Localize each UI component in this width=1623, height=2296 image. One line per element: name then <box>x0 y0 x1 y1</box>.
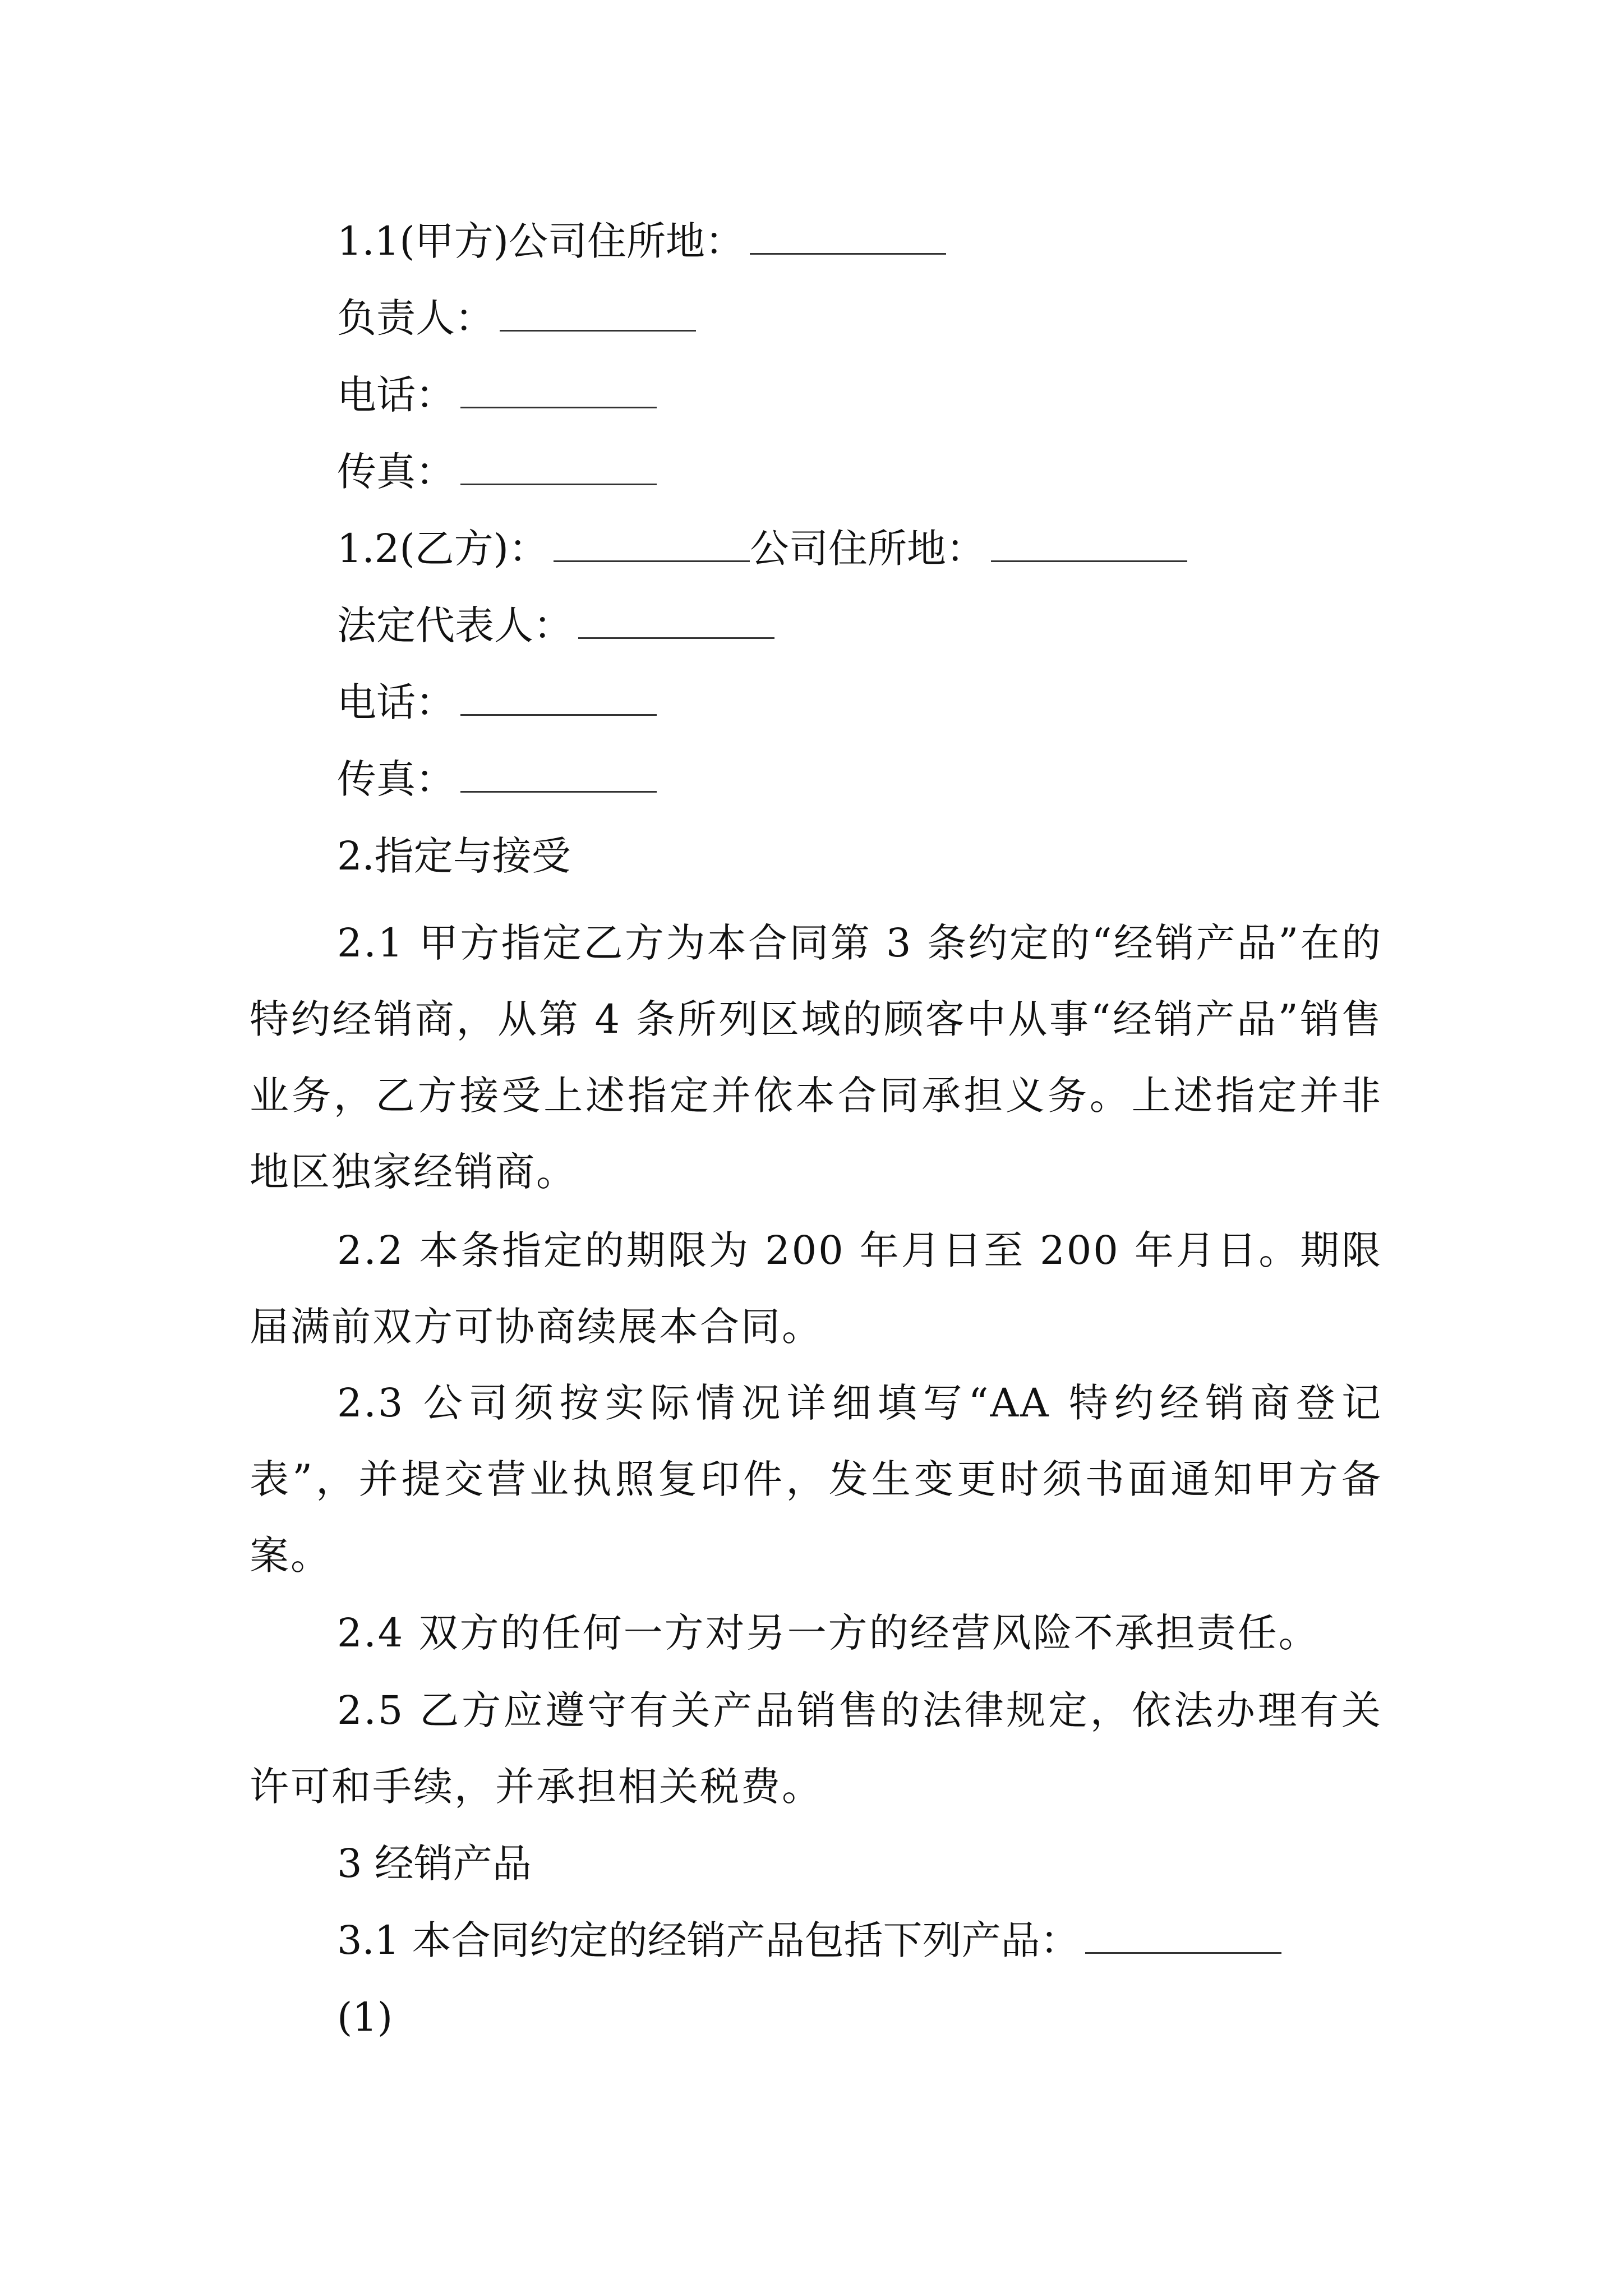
section-3-title: 3 经销产品 <box>337 1841 532 1887</box>
party-b-legal-rep-label: 法定代表人： <box>337 602 573 648</box>
party-a-address-line <box>337 213 946 269</box>
party-b-phone-label: 电话： <box>337 679 455 725</box>
party-a-fax-label: 传真： <box>337 449 455 495</box>
party-b-name-blank[interactable] <box>554 527 750 562</box>
product-item-1: (1) <box>337 1994 393 2040</box>
party-a-fax-line <box>337 444 657 500</box>
party-b-phone-blank[interactable] <box>460 680 657 716</box>
paragraph-2-4: 2.4 双方的任何一方对另一方的经营风险不承担责任。 <box>337 1610 1320 1656</box>
party-a-phone-label: 电话： <box>337 372 455 418</box>
products-blank[interactable] <box>1085 1918 1281 1954</box>
party-b-fax-line <box>337 751 657 807</box>
paragraph-3-1-line <box>337 1912 1281 1968</box>
party-a-responsible-line <box>337 290 696 346</box>
party-b-label: 1.2(乙方)： <box>337 526 548 572</box>
party-a-responsible-label: 负责人： <box>337 295 494 341</box>
party-b-address-label: 公司住所地： <box>749 526 985 572</box>
party-a-phone-blank[interactable] <box>460 373 657 408</box>
party-b-line <box>337 521 1187 577</box>
section-2-title: 2.指定与接受 <box>337 833 571 879</box>
party-b-address-blank[interactable] <box>991 527 1187 562</box>
paragraph-2-2: 2.2 本条指定的期限为 200 年月日至 200 年月日。期限届满前双方可协商续展本合同。 <box>250 1227 1382 1350</box>
paragraph-2-3: 2.3 公司须按实际情况详细填写“AA 特约经销商登记表”，并提交营业执照复印件，发生变更时须书面通知甲方备案。 <box>250 1380 1382 1579</box>
party-a-address-blank[interactable] <box>750 219 946 255</box>
paragraph-2-1: 2.1 甲方指定乙方为本合同第 3 条约定的“经销产品”在的特约经销商，从第 4 条所列区域的顾客中从事“经销产品”销售业务，乙方接受上述指定并依本合同承担义务。上述指定并非地区独家经销商。 <box>250 920 1382 1195</box>
party-a-phone-line <box>337 367 657 423</box>
party-b-legal-rep-blank[interactable] <box>578 604 774 639</box>
paragraph-2-5: 2.5 乙方应遵守有关产品销售的法律规定，依法办理有关许可和手续，并承担相关税费。 <box>250 1687 1382 1810</box>
party-a-fax-blank[interactable] <box>460 450 657 485</box>
party-a-responsible-blank[interactable] <box>500 296 696 332</box>
party-b-phone-line <box>337 674 657 730</box>
paragraph-3-1-label: 3.1 本合同约定的经销产品包括下列产品： <box>337 1917 1080 1963</box>
party-b-fax-label: 传真： <box>337 756 455 802</box>
party-b-fax-blank[interactable] <box>460 757 657 793</box>
party-a-address-label: 1.1(甲方)公司住所地： <box>337 218 744 264</box>
party-b-legal-rep-line <box>337 597 774 654</box>
